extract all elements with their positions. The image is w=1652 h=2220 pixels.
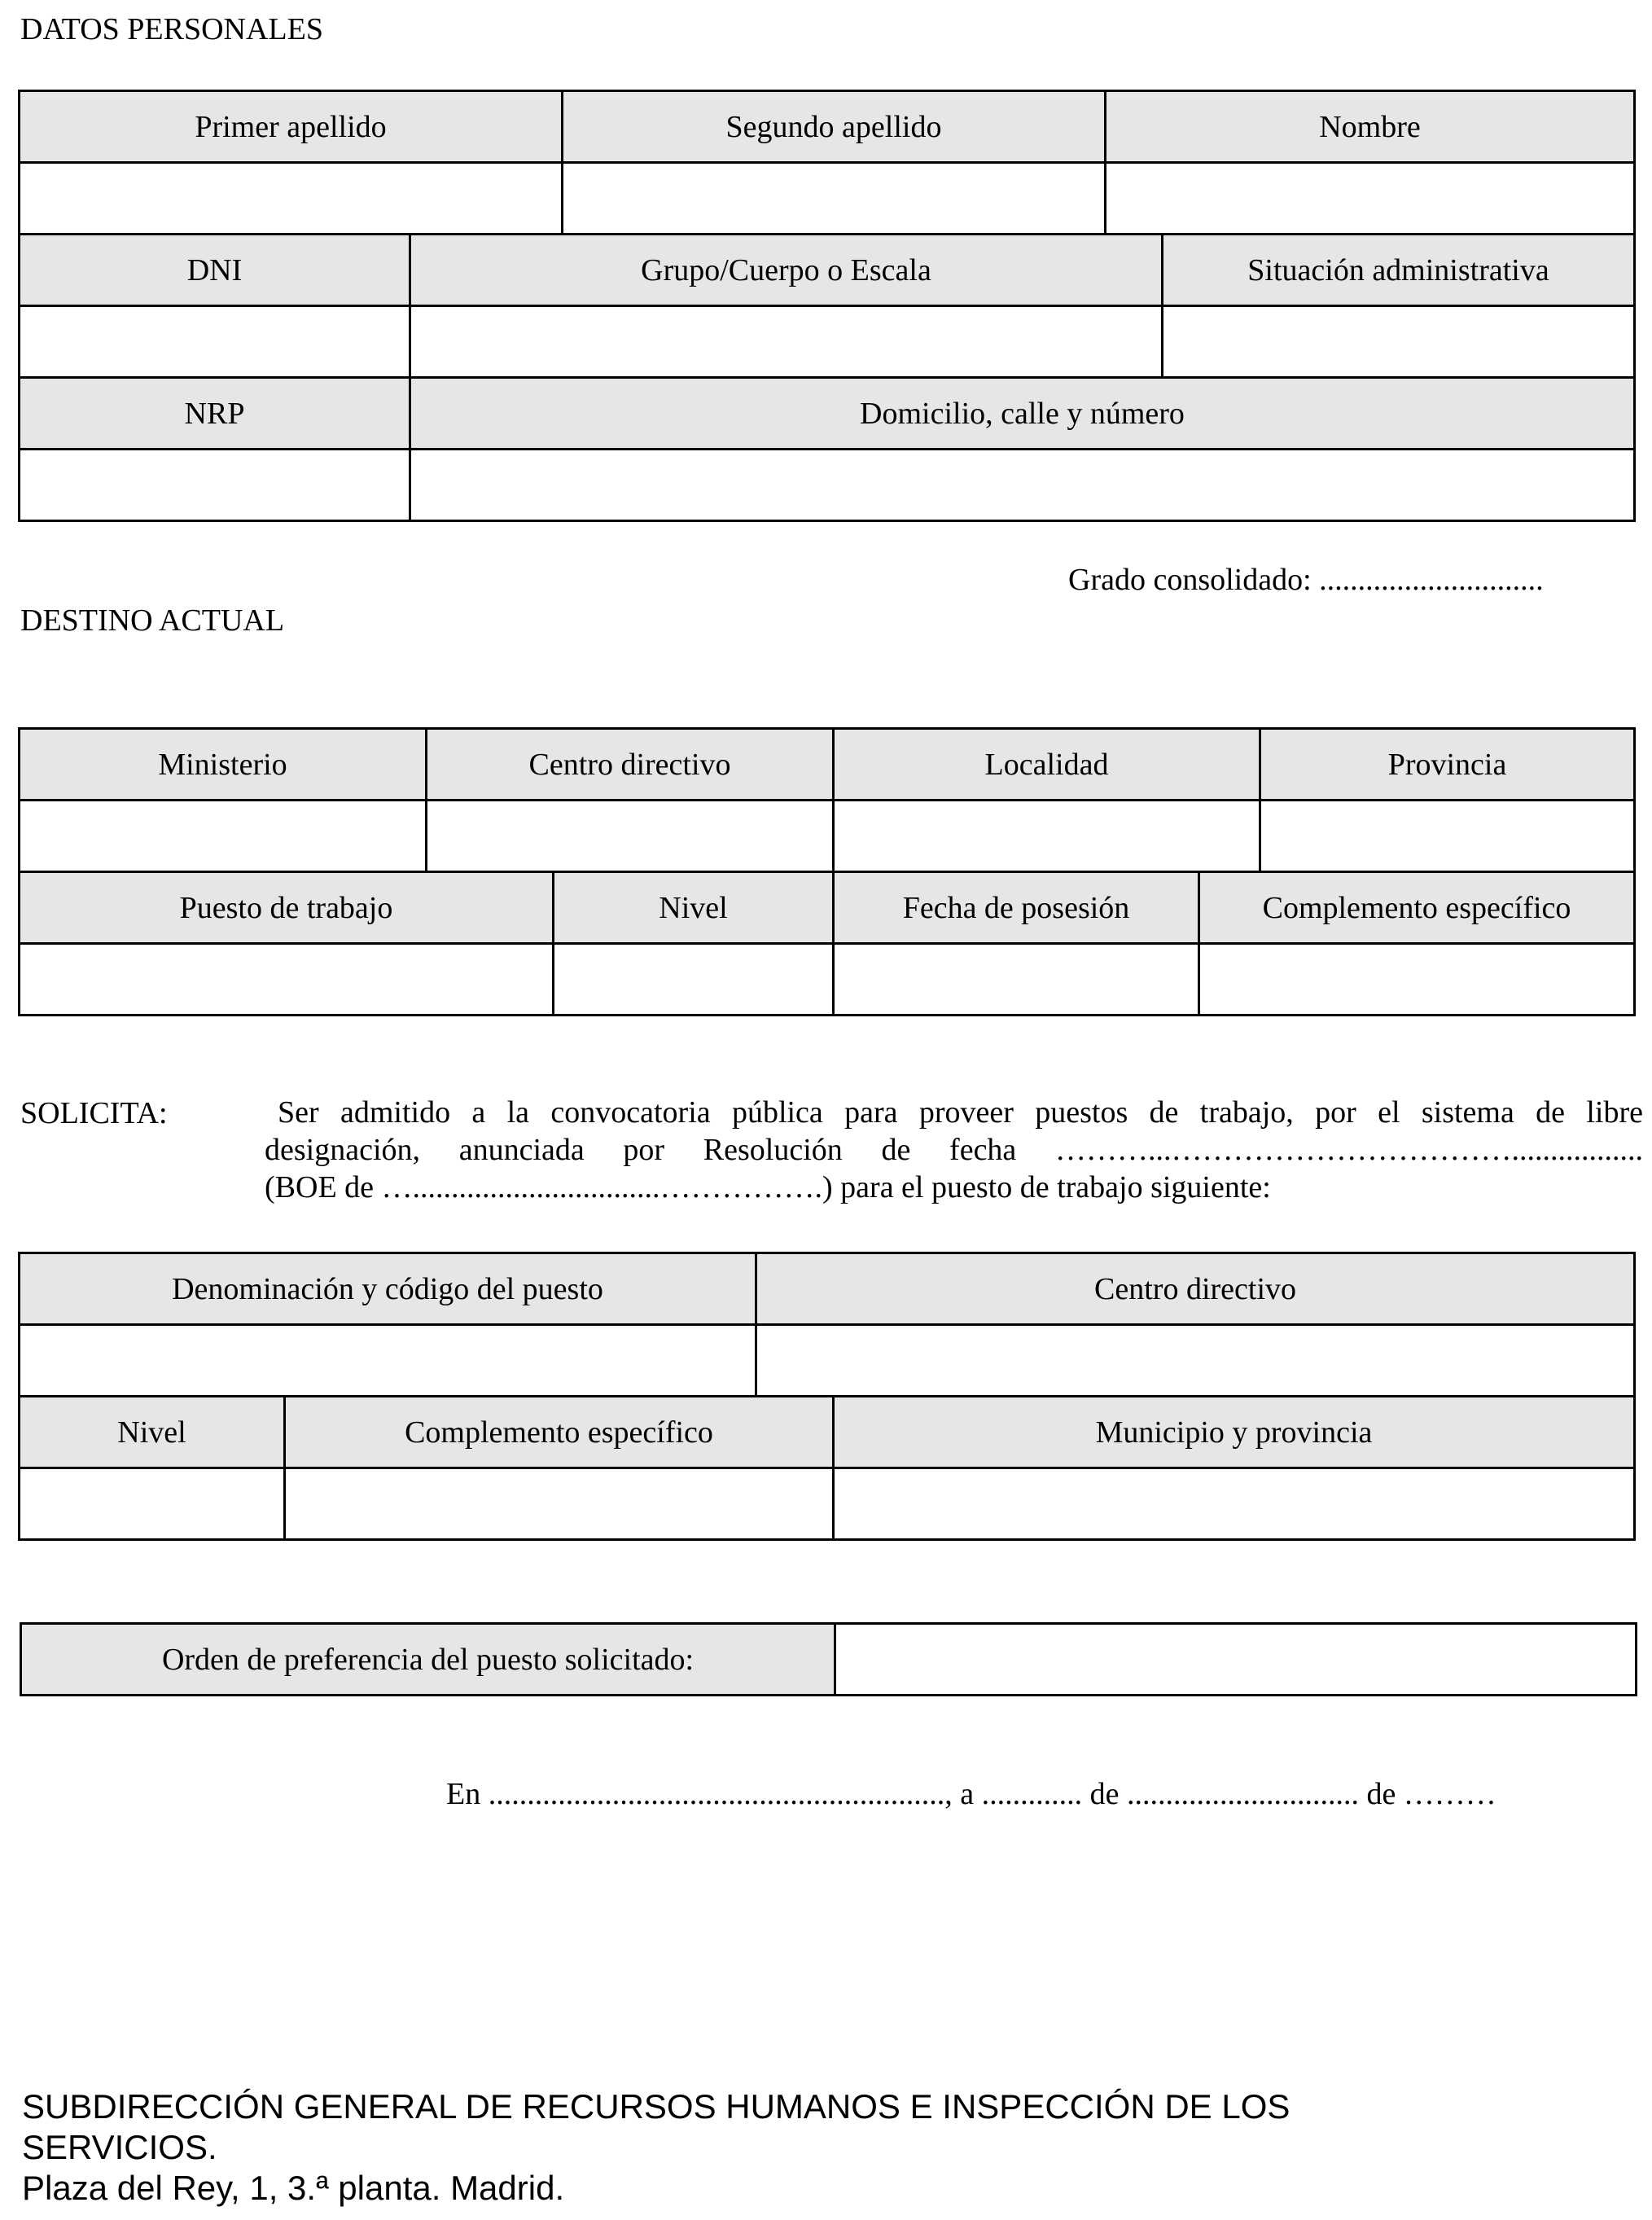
field-nrp[interactable] xyxy=(20,450,410,521)
puesto-solicitado-table xyxy=(18,1252,1636,1541)
header-provincia: Provincia xyxy=(1260,729,1635,801)
solicita-text xyxy=(265,1094,1643,1206)
header-nrp: NRP xyxy=(20,378,410,450)
field-localidad[interactable] xyxy=(834,801,1260,872)
header-denominacion-codigo-puesto: Denominación y código del puesto xyxy=(20,1253,756,1325)
datos-personales-table xyxy=(18,90,1636,522)
header-localidad: Localidad xyxy=(834,729,1260,801)
field-orden-preferencia[interactable] xyxy=(835,1624,1637,1696)
field-centro-directivo[interactable] xyxy=(427,801,834,872)
header-segundo-apellido: Segundo apellido xyxy=(563,91,1106,163)
header-nivel: Nivel xyxy=(554,872,834,944)
section-datos-personales: DATOS PERSONALES xyxy=(20,12,323,46)
field-complemento-especifico-solicitado[interactable] xyxy=(285,1468,834,1540)
footer-address xyxy=(22,2086,1290,2209)
field-municipio-provincia[interactable] xyxy=(834,1468,1635,1540)
header-municipio-provincia: Municipio y provincia xyxy=(834,1397,1635,1468)
header-orden-preferencia: Orden de preferencia del puesto solicitado: xyxy=(21,1624,835,1696)
section-solicita: SOLICITA: xyxy=(20,1096,168,1130)
field-centro-directivo-solicitado[interactable] xyxy=(756,1325,1635,1397)
lugar-fecha: En ..........................................................., a ............. de .............................. de ……… xyxy=(446,1777,1496,1811)
destino-actual-table xyxy=(18,727,1636,1016)
field-nivel[interactable] xyxy=(554,944,834,1016)
footer-line-3: Plaza del Rey, 1, 3.ª planta. Madrid. xyxy=(22,2169,565,2207)
field-situacion-administrativa[interactable] xyxy=(1163,306,1635,378)
header-nombre: Nombre xyxy=(1106,91,1635,163)
field-ministerio[interactable] xyxy=(20,801,427,872)
field-denominacion-codigo-puesto[interactable] xyxy=(20,1325,756,1397)
field-domicilio[interactable] xyxy=(410,450,1635,521)
field-puesto-de-trabajo[interactable] xyxy=(20,944,554,1016)
solicita-line-3: (BOE de …................................…………….) para el puesto de trabajo siguiente: xyxy=(265,1170,1271,1204)
footer-line-1: SUBDIRECCIÓN GENERAL DE RECURSOS HUMANOS E INSPECCIÓN DE LOS xyxy=(22,2087,1290,2126)
field-dni[interactable] xyxy=(20,306,410,378)
section-destino-actual: DESTINO ACTUAL xyxy=(20,603,285,638)
field-fecha-de-posesion[interactable] xyxy=(834,944,1199,1016)
field-complemento-especifico[interactable] xyxy=(1199,944,1635,1016)
field-provincia[interactable] xyxy=(1260,801,1635,872)
grado-consolidado: Grado consolidado: ............................. xyxy=(1068,563,1544,597)
header-ministerio: Ministerio xyxy=(20,729,427,801)
field-primer-apellido[interactable] xyxy=(20,163,563,235)
header-domicilio: Domicilio, calle y número xyxy=(410,378,1635,450)
header-complemento-especifico-solicitado: Complemento específico xyxy=(285,1397,834,1468)
header-situacion-administrativa: Situación administrativa xyxy=(1163,235,1635,306)
header-centro-directivo: Centro directivo xyxy=(427,729,834,801)
field-segundo-apellido[interactable] xyxy=(563,163,1106,235)
header-primer-apellido: Primer apellido xyxy=(20,91,563,163)
field-grupo-cuerpo-escala[interactable] xyxy=(410,306,1163,378)
orden-preferencia-table xyxy=(20,1622,1637,1696)
solicita-line-2: designación, anunciada por Resolución de fecha ………...……………………………................. xyxy=(265,1133,1643,1167)
header-puesto-de-trabajo: Puesto de trabajo xyxy=(20,872,554,944)
header-dni: DNI xyxy=(20,235,410,306)
field-nivel-solicitado[interactable] xyxy=(20,1468,285,1540)
header-fecha-de-posesion: Fecha de posesión xyxy=(834,872,1199,944)
field-nombre[interactable] xyxy=(1106,163,1635,235)
header-complemento-especifico: Complemento específico xyxy=(1199,872,1635,944)
footer-line-2: SERVICIOS. xyxy=(22,2128,217,2166)
solicita-line-1: Ser admitido a la convocatoria pública para proveer puestos de trabajo, por el sistema de libre xyxy=(278,1095,1643,1130)
header-grupo-cuerpo-escala: Grupo/Cuerpo o Escala xyxy=(410,235,1163,306)
header-nivel-solicitado: Nivel xyxy=(20,1397,285,1468)
header-centro-directivo-solicitado: Centro directivo xyxy=(756,1253,1635,1325)
